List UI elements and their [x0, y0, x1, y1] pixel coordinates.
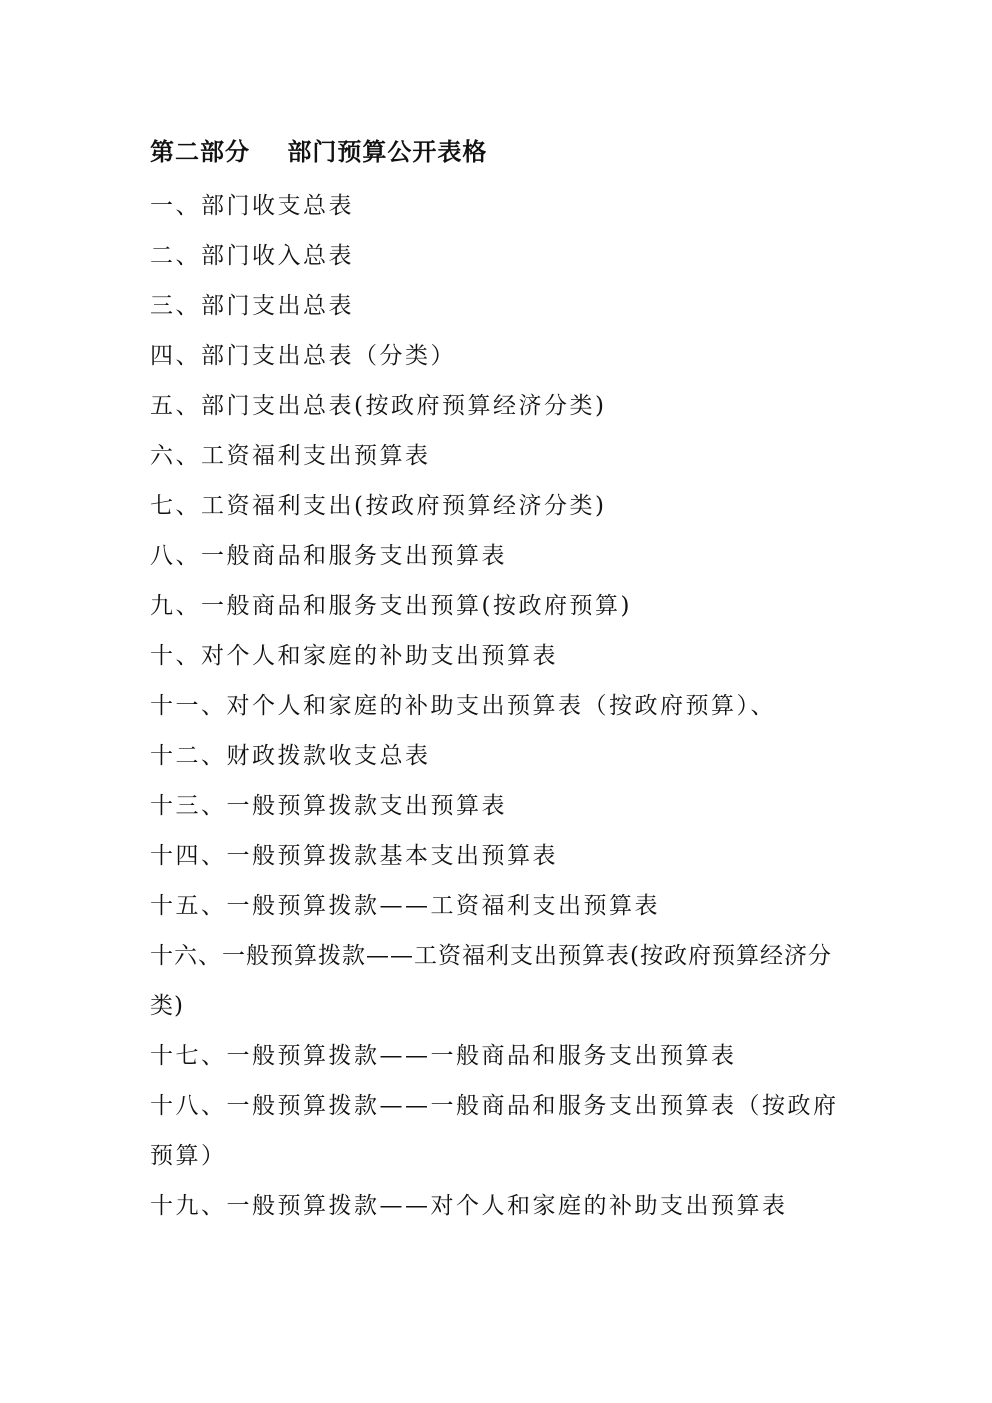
list-item: 一、部门收支总表 — [150, 193, 354, 219]
list-item: 三、部门支出总表 — [150, 293, 354, 319]
list-item: 十八、一般预算拨款——一般商品和服务支出预算表（按政府预算） — [150, 1093, 839, 1169]
list-item: 五、部门支出总表(按政府预算经济分类) — [150, 393, 607, 419]
list-item: 十三、一般预算拨款支出预算表 — [150, 793, 507, 819]
list-item: 六、工资福利支出预算表 — [150, 443, 431, 469]
list-item: 十一、对个人和家庭的补助支出预算表（按政府预算）、 — [150, 693, 776, 719]
list-item: 二、部门收入总表 — [150, 243, 354, 269]
list-item: 十四、一般预算拨款基本支出预算表 — [150, 843, 558, 869]
section-title: 第二部分 部门预算公开表格 — [150, 138, 488, 166]
list-item: 十九、一般预算拨款——对个人和家庭的补助支出预算表 — [150, 1193, 788, 1219]
list-item: 八、一般商品和服务支出预算表 — [150, 543, 507, 569]
table-list — [150, 181, 845, 1231]
list-item: 七、工资福利支出(按政府预算经济分类) — [150, 493, 607, 519]
list-item: 四、部门支出总表（分类） — [150, 343, 456, 369]
list-item: 十六、一般预算拨款——工资福利支出预算表(按政府预算经济分类) — [150, 943, 832, 1019]
list-item: 十五、一般预算拨款——工资福利支出预算表 — [150, 893, 660, 919]
list-item: 十、对个人和家庭的补助支出预算表 — [150, 643, 558, 669]
list-item: 九、一般商品和服务支出预算(按政府预算) — [150, 593, 632, 619]
list-item: 十七、一般预算拨款——一般商品和服务支出预算表 — [150, 1043, 737, 1069]
list-item: 十二、财政拨款收支总表 — [150, 743, 431, 769]
